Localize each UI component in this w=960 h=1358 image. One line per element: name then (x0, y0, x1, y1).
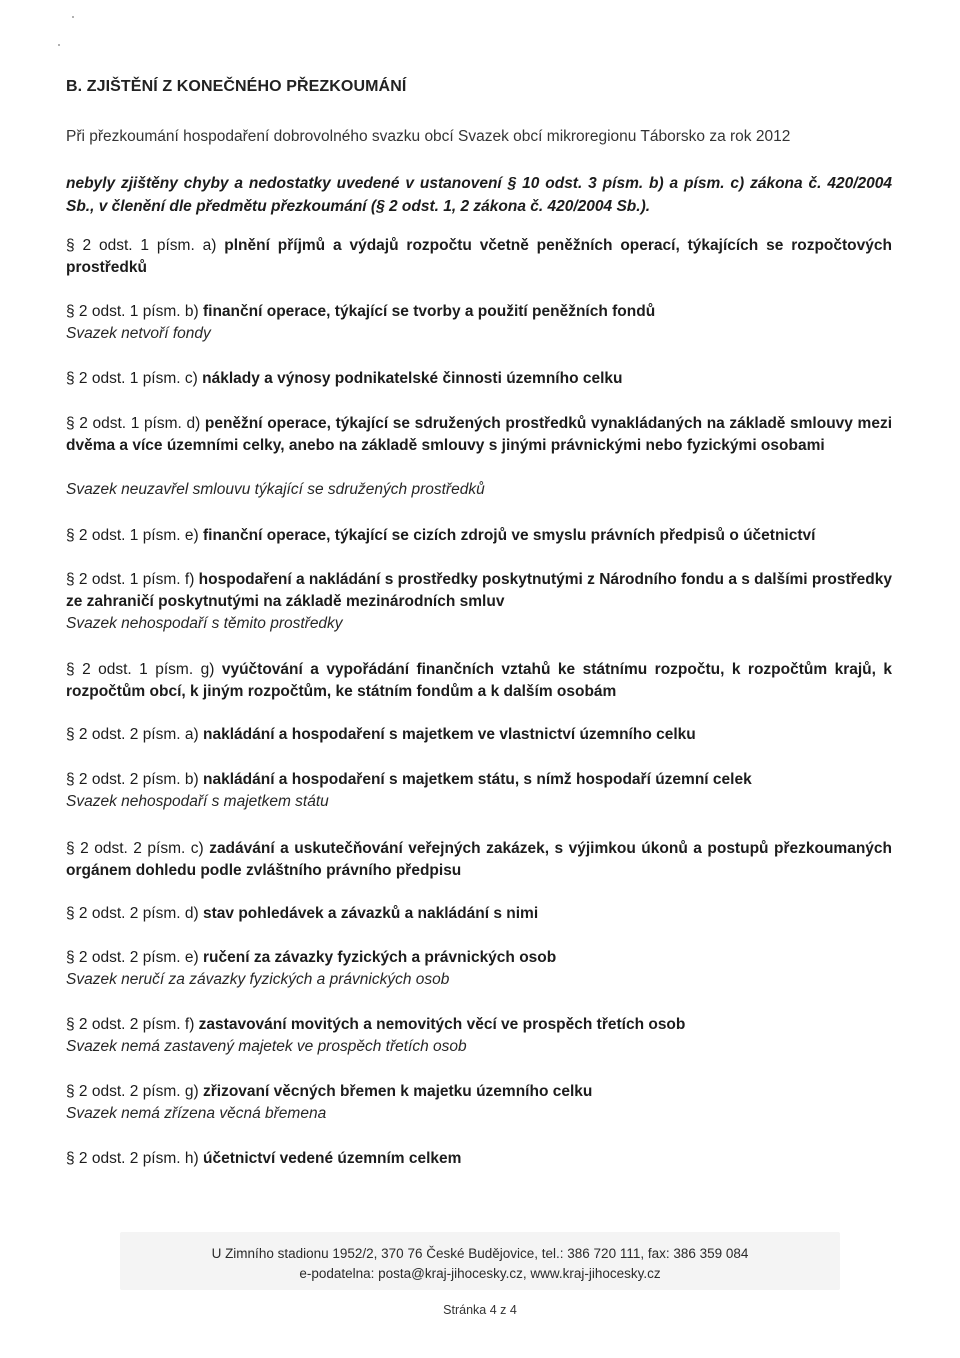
section-ref: § 2 odst. 1 písm. f) (66, 571, 195, 588)
section-heading (66, 569, 892, 613)
section-ref: § 2 odst. 2 písm. a) (66, 726, 199, 743)
section-ref: § 2 odst. 2 písm. c) (66, 840, 204, 857)
section-text: vyúčtování a vypořádání finančních vztahů ke státnímu rozpočtu, k rozpočtům krajů, k rozpočtům obcí, k jiným rozpočtům, ke státním fondům a k dalším osobám (66, 661, 892, 700)
section-text: stav pohledávek a závazků a nakládání s nimi (203, 905, 539, 922)
section-ref: § 2 odst. 1 písm. e) (66, 527, 199, 544)
section-text: účetnictví vedené územním celkem (203, 1150, 462, 1167)
section-text: peněžní operace, týkající se sdružených prostředků vynakládaných na základě smlouvy mezi dvěma a více územními celky, anebo na základě smlouvy s jinými právnickými nebo fyzickými osobami (66, 415, 892, 454)
section-ref: § 2 odst. 2 písm. h) (66, 1150, 199, 1167)
scan-speck (58, 44, 60, 46)
findings-statement: nebyly zjištěny chyby a nedostatky uvedené v ustanovení § 10 odst. 3 písm. b) a písm. c) zákona č. 420/2004 Sb., v členění dle předmětu přezkoumání (§ 2 odst. 1, 2 zákona č. 420/2004 Sb.). (66, 175, 892, 215)
section-text: zastavování movitých a nemovitých věcí ve prospěch třetích osob (198, 1016, 686, 1033)
scan-speck (72, 16, 74, 18)
section-text: nakládání a hospodaření s majetkem ve vlastnictví územního celku (203, 726, 696, 743)
section-note: Svazek neuzavřel smlouvu týkající se sdružených prostředků (66, 481, 485, 498)
section-text: nakládání a hospodaření s majetkem státu, s nímž hospodaří územní celek (203, 771, 752, 788)
section-ref: § 2 odst. 1 písm. g) (66, 661, 215, 678)
section-ref: § 2 odst. 2 písm. d) (66, 905, 199, 922)
section-heading (66, 724, 892, 746)
section-heading (66, 1148, 892, 1170)
section-note: Svazek netvoří fondy (66, 325, 211, 342)
section-text: finanční operace, týkající se cizích zdrojů ve smyslu právních předpisů o účetnictví (203, 527, 816, 544)
section-heading (66, 769, 892, 791)
section-text: hospodaření a nakládání s prostředky poskytnutými z Národního fondu a s dalšími prostředky ze zahraničí poskytnutými na základě mezinárodních smluv (66, 571, 893, 610)
section-heading (66, 525, 892, 547)
section-ref: § 2 odst. 2 písm. g) (66, 1083, 199, 1100)
section-heading (66, 659, 892, 703)
section-ref: § 2 odst. 2 písm. e) (66, 949, 199, 966)
section-text: ručení za závazky fyzických a právnických osob (203, 949, 557, 966)
footer-contact: e-podatelna: posta@kraj-jihocesky.cz, www.kraj-jihocesky.cz (299, 1266, 661, 1281)
section-heading (66, 368, 892, 390)
section-heading (66, 947, 892, 969)
section-heading (66, 903, 892, 925)
section-heading (66, 838, 892, 882)
section-note: Svazek nehospodaří s těmito prostředky (66, 615, 343, 632)
footer-address: U Zimního stadionu 1952/2, 370 76 České Budějovice, tel.: 386 720 111, fax: 386 359 084 (211, 1246, 749, 1261)
section-heading (66, 1081, 892, 1103)
section-text: náklady a výnosy podnikatelské činnosti územního celku (202, 370, 623, 387)
section-ref: § 2 odst. 1 písm. d) (66, 415, 201, 432)
section-ref: § 2 odst. 2 písm. b) (66, 771, 199, 788)
section-note: Svazek neručí za závazky fyzických a právnických osob (66, 971, 450, 988)
section-heading (66, 1014, 892, 1036)
section-note: Svazek nehospodaří s majetkem státu (66, 793, 329, 810)
section-text: plnění příjmů a výdajů rozpočtu včetně peněžních operací, týkajících se rozpočtových prostředků (66, 237, 892, 276)
section-text: finanční operace, týkající se tvorby a použití peněžních fondů (203, 303, 656, 320)
page-number: Stránka 4 z 4 (443, 1303, 517, 1317)
section-note: Svazek nemá zastavený majetek ve prospěch třetích osob (66, 1038, 467, 1055)
document-title: B. ZJIŠTĚNÍ Z KONEČNÉHO PŘEZKOUMÁNÍ (66, 78, 407, 95)
section-heading (66, 235, 892, 279)
section-heading (66, 413, 892, 457)
section-text: zadávání a uskutečňování veřejných zakázek, s výjimkou úkonů a postupů přezkoumaných orgánem dohledu podle zvláštního právního předpisu (66, 840, 892, 879)
section-ref: § 2 odst. 1 písm. c) (66, 370, 198, 387)
section-note: Svazek nemá zřízena věcná břemena (66, 1105, 327, 1122)
section-ref: § 2 odst. 1 písm. b) (66, 303, 199, 320)
intro-text: Při přezkoumání hospodaření dobrovolného svazku obcí Svazek obcí mikroregionu Táborsko za rok 2012 (66, 128, 791, 145)
section-heading (66, 301, 892, 323)
section-ref: § 2 odst. 1 písm. a) (66, 237, 217, 254)
section-text: zřizovaní věcných břemen k majetku územního celku (203, 1083, 593, 1100)
section-ref: § 2 odst. 2 písm. f) (66, 1016, 195, 1033)
footer-background (120, 1232, 840, 1290)
